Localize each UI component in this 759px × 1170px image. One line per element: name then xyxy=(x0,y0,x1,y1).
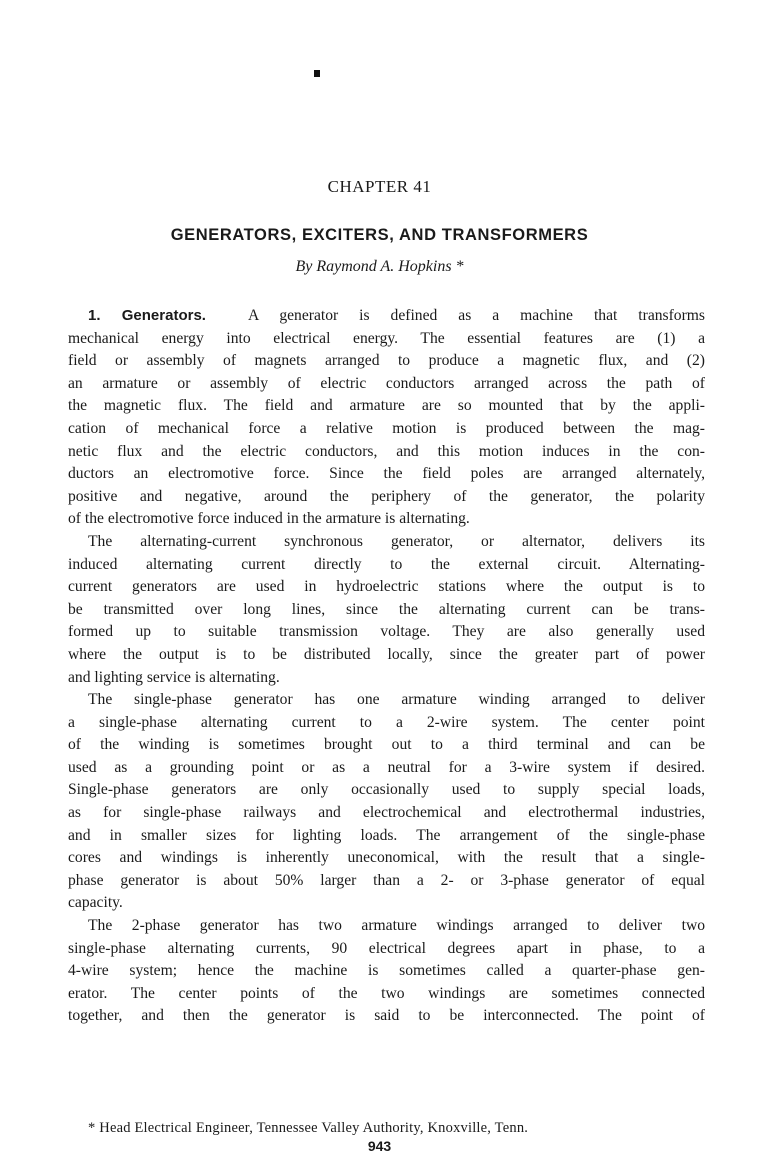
text-line: Single-phase generators are only occasionally used to supply special loads, xyxy=(68,781,705,799)
text-line: as for single-phase railways and electrochemical and electrothermal industries, xyxy=(68,804,705,822)
text-run: A generator is defined as a machine that transforms xyxy=(247,307,705,324)
text-line: and lighting service is alternating. xyxy=(68,668,280,686)
text-line: The alternating-current synchronous generator, or alternator, delivers its xyxy=(88,532,705,550)
text-line: mechanical energy into electrical energy. The essential features are (1) a xyxy=(68,329,705,347)
text-line: induced alternating current directly to the external circuit. Alternating- xyxy=(68,555,705,573)
text-line: 4-wire system; hence the machine is sometimes called a quarter-phase gen- xyxy=(68,962,705,980)
text-line: positive and negative, around the periphery of the generator, the polarity xyxy=(68,487,705,505)
paragraph-alternator xyxy=(68,531,705,689)
text-line: capacity. xyxy=(68,894,123,912)
body-text xyxy=(68,305,705,1028)
text-line: used as a grounding point or as a neutral for a 3-wire system if desired. xyxy=(68,758,705,776)
text-line: an armature or assembly of electric conductors arranged across the path of xyxy=(68,374,705,392)
page-number: 943 xyxy=(367,1138,392,1154)
text-line: be transmitted over long lines, since the alternating current can be trans- xyxy=(68,600,705,618)
text-line: the magnetic flux. The field and armature are so mounted that by the appli- xyxy=(68,397,705,415)
author-byline: By Raymond A. Hopkins * xyxy=(295,258,464,275)
text-line: cores and windings is inherently uneconomical, with the result that a single- xyxy=(68,849,705,867)
paragraph-two-phase xyxy=(68,915,705,1028)
chapter-title: GENERATORS, EXCITERS, AND TRANSFORMERS xyxy=(170,226,589,244)
text-line: of the electromotive force induced in the armature is alternating. xyxy=(68,510,470,528)
text-line: ductors an electromotive force. Since the field poles are arranged alternately, xyxy=(68,465,705,483)
footnote: * Head Electrical Engineer, Tennessee Valley Authority, Knoxville, Tenn. xyxy=(88,1120,529,1136)
text-line: field or assembly of magnets arranged to produce a magnetic flux, and (2) xyxy=(68,352,705,370)
text-line: The 2-phase generator has two armature windings arranged to deliver two xyxy=(88,917,705,935)
text-line: and in smaller sizes for lighting loads. The arrangement of the single-phase xyxy=(68,826,705,844)
text-line xyxy=(68,305,705,328)
text-line: together, and then the generator is said to be interconnected. The point of xyxy=(68,1007,705,1025)
section-heading: 1. Generators. xyxy=(88,307,206,324)
text-line: phase generator is about 50% larger than a 2- or 3-phase generator of equal xyxy=(68,871,705,889)
text-line: current generators are used in hydroelectric stations where the output is to xyxy=(68,578,705,596)
text-line: of the winding is sometimes brought out to a third terminal and can be xyxy=(68,736,705,754)
paragraph-single-phase xyxy=(68,689,705,915)
paragraph-generators xyxy=(68,305,705,531)
text-line: single-phase alternating currents, 90 electrical degrees apart in phase, to a xyxy=(68,939,705,957)
text-line: formed up to suitable transmission voltage. They are also generally used xyxy=(68,623,705,641)
printer-mark xyxy=(314,70,320,77)
text-line: erator. The center points of the two windings are sometimes connected xyxy=(68,984,705,1002)
text-line: where the output is to be distributed locally, since the greater part of power xyxy=(68,645,705,663)
text-line: The single-phase generator has one armature winding arranged to deliver xyxy=(88,691,705,709)
text-line: a single-phase alternating current to a 2-wire system. The center point xyxy=(68,713,705,731)
chapter-label: CHAPTER 41 xyxy=(327,177,432,196)
text-line: cation of mechanical force a relative motion is produced between the mag- xyxy=(68,419,705,437)
text-line: netic flux and the electric conductors, and this motion induces in the con- xyxy=(68,442,705,460)
